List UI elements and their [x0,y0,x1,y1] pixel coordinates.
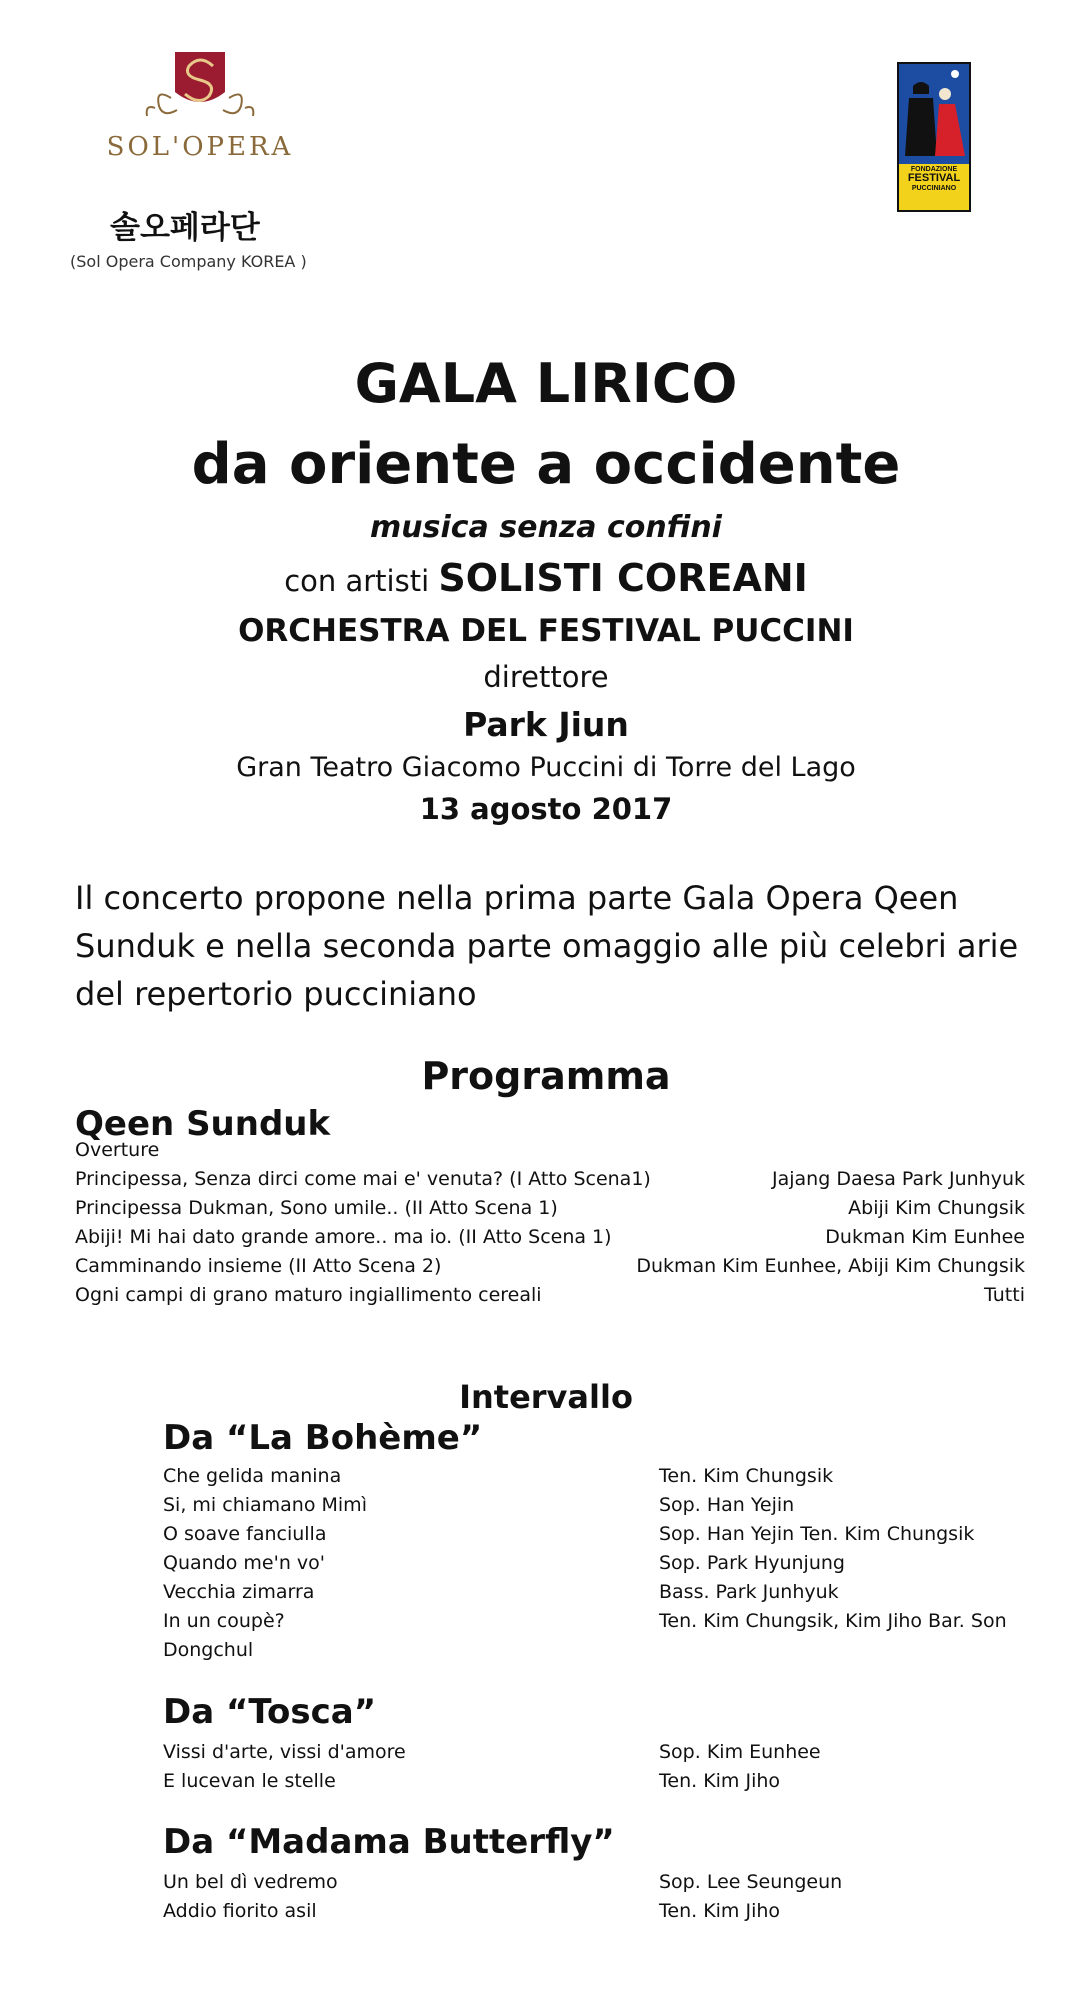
section-title-boheme: Da “La Bohème” [163,1418,483,1458]
list-item [163,1462,1043,1491]
performer: Sop. Park Hyunjung [659,1552,845,1574]
aria-title: Camminando insieme (II Atto Scena 2) [75,1255,442,1277]
artists-line [0,556,1092,600]
program-heading: Programma [421,1054,671,1098]
section-title-tosca: Da “Tosca” [163,1692,377,1732]
list-item [75,1281,1025,1310]
performer: Sop. Lee Seungeun [659,1871,843,1893]
butterfly-list [163,1868,1043,1926]
page-title: GALA LIRICO [354,352,738,415]
list-item [75,1136,1025,1165]
performer: Sop. Kim Eunhee [659,1741,821,1763]
list-item [163,1520,1043,1549]
aria-title: Vissi d'arte, vissi d'amore [163,1741,406,1763]
section-title-qeen-sunduk: Qeen Sunduk [75,1104,331,1144]
list-item [163,1491,1043,1520]
tosca-list [163,1738,1043,1796]
performer: Jajang Daesa Park Junhyuk [772,1168,1025,1190]
aria-title: Vecchia zimarra [163,1581,315,1603]
performer: Dukman Kim Eunhee, Abiji Kim Chungsik [636,1255,1025,1277]
orchestra-name: ORCHESTRA DEL FESTIVAL PUCCINI [238,613,854,649]
event-date: 13 agosto 2017 [419,792,673,826]
list-item [163,1578,1043,1607]
list-item [75,1223,1025,1252]
list-item [75,1165,1025,1194]
page-subtitle: musica senza confini [370,510,722,545]
aria-title: O soave fanciulla [163,1523,327,1545]
festival-logo-line2: FESTIVAL [907,172,961,185]
list-item [75,1194,1025,1223]
sol-opera-emblem-icon [125,48,275,128]
director-name: Park Jiun [463,705,629,744]
festival-puccini-logo [897,62,971,212]
aria-title: Abiji! Mi hai dato grande amore.. ma io. (II Atto Scena 1) [75,1226,612,1248]
list-item [163,1607,1043,1636]
aria-title: Ogni campi di grano maturo ingiallimento cereali [75,1284,542,1306]
venue: Gran Teatro Giacomo Puccini di Torre del Lago [236,752,856,783]
aria-title: Principessa Dukman, Sono umile.. (II Atto Scena 1) [75,1197,558,1219]
aria-title: Overture [75,1139,160,1161]
company-caption: (Sol Opera Company KOREA ) [70,252,307,271]
sol-opera-logo [100,48,300,162]
aria-title: Principessa, Senza dirci come mai e' venuta? (I Atto Scena1) [75,1168,651,1190]
interval-heading: Intervallo [459,1378,633,1416]
performer: Ten. Kim Jiho [659,1900,781,1922]
list-item [163,1897,1043,1926]
artists-prefix: con artisti [284,564,430,598]
festival-logo-line3: PUCCINIANO [911,184,957,192]
aria-title: Che gelida manina [163,1465,342,1487]
boheme-list [163,1462,1043,1665]
performer: Sop. Han Yejin [659,1494,795,1516]
performer: Abiji Kim Chungsik [848,1197,1025,1219]
performer: Ten. Kim Jiho [659,1770,781,1792]
performer: Tutti [984,1284,1025,1306]
festival-figures-icon [899,64,969,164]
section-title-butterfly: Da “Madama Butterfly” [163,1822,615,1862]
performer: Ten. Kim Chungsik, Kim Jiho Bar. Son [659,1610,1007,1632]
artists-name: SOLISTI COREANI [438,556,808,600]
performer: Sop. Han Yejin Ten. Kim Chungsik [659,1523,975,1545]
aria-title: Quando me'n vo' [163,1552,326,1574]
aria-title: Un bel dì vedremo [163,1871,338,1893]
page-title-line2: da oriente a occidente [191,432,901,497]
director-label: direttore [483,660,609,694]
list-item [163,1636,1043,1665]
aria-title: Dongchul [163,1639,254,1661]
intro-paragraph: Il concerto propone nella prima parte Gala Opera Qeen Sunduk e nella seconda parte omaggio alle più celebri arie del repertorio pucciniano [75,879,1019,1013]
performer: Bass. Park Junhyuk [659,1581,839,1603]
aria-title: Addio fiorito asil [163,1900,317,1922]
aria-title: E lucevan le stelle [163,1770,336,1792]
company-korean-name: 솔오페라단 [110,210,260,246]
list-item [75,1252,1025,1281]
aria-title: Si, mi chiamano Mimì [163,1494,367,1516]
qeen-sunduk-list [75,1136,1025,1310]
sol-opera-wordmark: SOL'OPERA [106,132,294,162]
aria-title: In un coupè? [163,1610,285,1632]
list-item [163,1767,1043,1796]
festival-logo-line1: FONDAZIONE [910,166,958,173]
performer: Ten. Kim Chungsik [659,1465,834,1487]
list-item [163,1549,1043,1578]
list-item [163,1738,1043,1767]
performer: Dukman Kim Eunhee [825,1226,1025,1248]
list-item [163,1868,1043,1897]
